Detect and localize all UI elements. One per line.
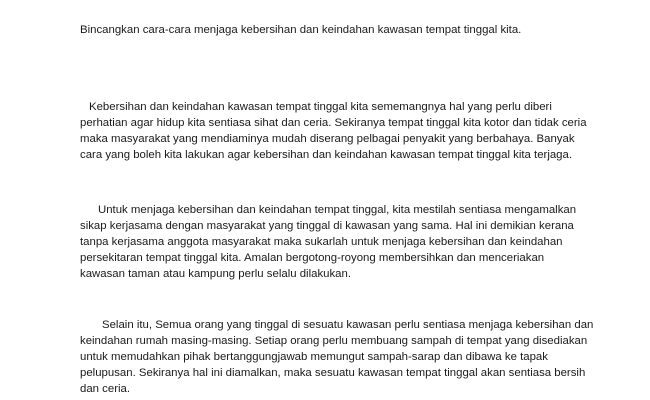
paragraph-line: Kebersihan dan keindahan kawasan tempat tinggal kita sememangnya hal yang perlu diberi xyxy=(89,101,552,113)
essay-question: Bincangkan cara-cara menjaga kebersihan dan keindahan kawasan tempat tinggal kita. xyxy=(80,24,522,36)
paragraph-line: persekitaran tempat tinggal kita. Amalan bergotong-royong membersihkan dan menceriakan xyxy=(80,252,545,264)
paragraph-line: tanpa kerjasama anggota masyarakat maka sukarlah untuk menjaga kebersihan dan keindahan xyxy=(80,236,563,248)
paragraph-line: Selain itu, Semua orang yang tinggal di sesuatu kawasan perlu sentiasa menjaga kebersihan dan xyxy=(102,319,594,331)
paragraph-line: keindahan rumah masing-masing. Setiap orang perlu membuang sampah di tempat yang disediakan xyxy=(80,335,588,347)
paragraph-household xyxy=(80,317,594,397)
paragraph-line: sikap kerjasama dengan masyarakat yang tinggal di kawasan yang sama. Hal ini demikian kerana xyxy=(80,220,574,232)
paragraph-cooperation xyxy=(80,202,590,282)
paragraph-introduction xyxy=(80,99,590,163)
paragraph-line: untuk memudahkan pihak bertanggungjawab memungut sampah-sarap dan dibawa ke tapak xyxy=(80,351,548,363)
paragraph-line: pelupusan. Sekiranya hal ini diamalkan, maka sesuatu kawasan tempat tinggal akan sentiasa bersih xyxy=(80,367,586,379)
paragraph-line: cara yang boleh kita lakukan agar kebersihan dan keindahan kawasan tempat tinggal kita terjaga. xyxy=(80,149,573,161)
paragraph-line: kawasan taman atau kampung perlu selalu dilakukan. xyxy=(80,268,352,280)
paragraph-line: perhatian agar hidup kita sentiasa sihat dan ceria. Sekiranya tempat tinggal kita kotor dan tidak ceria xyxy=(80,117,587,129)
paragraph-line: dan ceria. xyxy=(80,383,131,395)
paragraph-line: Untuk menjaga kebersihan dan keindahan tempat tinggal, kita mestilah sentiasa mengamalkan xyxy=(98,204,577,216)
paragraph-line: maka masyarakat yang mendiaminya mudah diserang pelbagai penyakit yang berbahaya. Banyak xyxy=(80,133,575,145)
